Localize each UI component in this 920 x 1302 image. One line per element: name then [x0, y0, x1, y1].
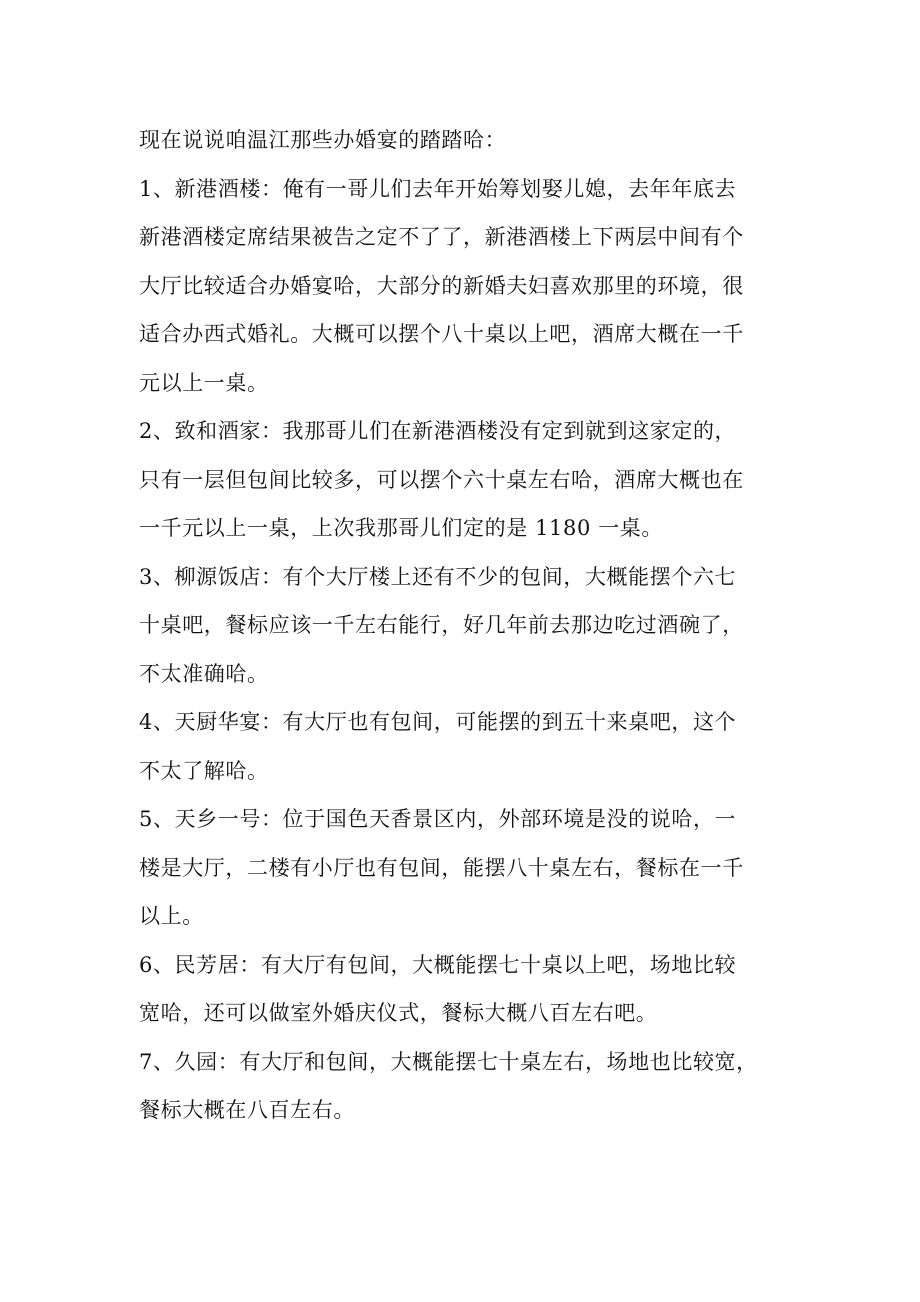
item-6-line-1: 6、民芳居：有大厅有包间，大概能摆七十桌以上吧，场地比较	[139, 952, 737, 977]
item-5-line-1: 5、天乡一号：位于国色天香景区内，外部环境是没的说哈，一	[139, 807, 737, 831]
item-1-line-5: 元以上一桌。	[139, 370, 269, 395]
item-6-line-2: 宽哈，还可以做室外婚庆仪式，餐标大概八百左右吧。	[139, 1001, 658, 1025]
item-3-line-1: 3、柳源饭店：有个大厅楼上还有不少的包间，大概能摆个六七	[139, 564, 737, 589]
item-3-line-2: 十桌吧，餐标应该一千左右能行，好几年前去那边吃过酒碗了，	[139, 613, 744, 637]
item-7-line-1: 7、久园：有大厅和包间，大概能摆七十桌左右，场地也比较宽，	[139, 1049, 758, 1074]
item-3-line-3: 不太准确哈。	[139, 661, 269, 686]
item-1-line-1: 1、新港酒楼：俺有一哥儿们去年开始筹划娶儿媳，去年年底去	[139, 176, 737, 201]
intro-line: 现在说说咱温江那些办婚宴的踏踏哈：	[139, 128, 507, 152]
item-2-line-2: 只有一层但包间比较多，可以摆个六十桌左右哈，酒席大概也在	[139, 467, 744, 492]
item-1-line-3: 大厅比较适合办婚宴哈，大部分的新婚夫妇喜欢那里的环境，很	[139, 273, 744, 298]
item-2-line-3: 一千元以上一桌，上次我那哥儿们定的是 1180 一桌。	[139, 516, 663, 540]
item-1-line-4: 适合办西式婚礼。大概可以摆个八十桌以上吧，酒席大概在一千	[139, 322, 744, 346]
item-2-line-1: 2、致和酒家：我那哥儿们在新港酒楼没有定到就到这家定的，	[139, 419, 737, 443]
item-7-line-2: 餐标大概在八百左右。	[139, 1098, 355, 1122]
item-4-line-1: 4、天厨华宴：有大厅也有包间，可能摆的到五十来桌吧，这个	[139, 710, 737, 734]
item-5-line-3: 以上。	[139, 904, 204, 928]
item-4-line-2: 不太了解哈。	[139, 758, 269, 783]
item-1-line-2: 新港酒楼定席结果被告之定不了了，新港酒楼上下两层中间有个	[139, 225, 744, 249]
document-body	[139, 116, 789, 1135]
item-5-line-2: 楼是大厅，二楼有小厅也有包间，能摆八十桌左右，餐标在一千	[139, 855, 744, 880]
